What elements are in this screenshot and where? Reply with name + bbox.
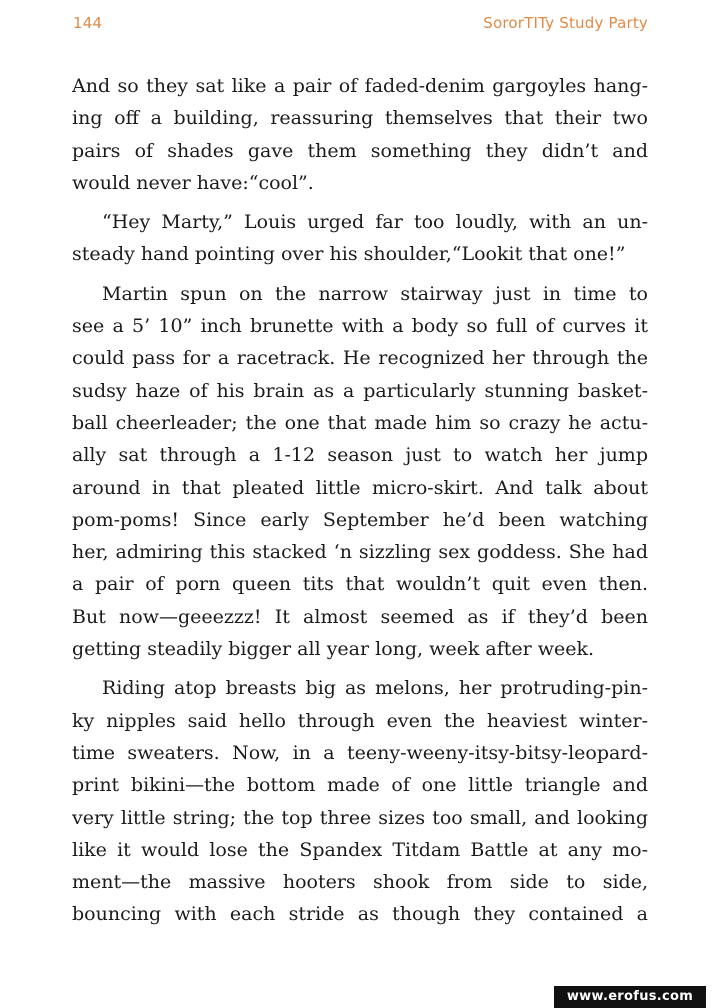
paragraph: [72, 278, 648, 666]
text-line: ally sat through a 1-12 season just to watch her jump: [72, 444, 648, 467]
text-line: could pass for a racetrack. He recognized her through the: [72, 347, 648, 370]
paragraph-spacer: [72, 199, 648, 206]
text-line: ment—the massive hooters shook from side to side,: [72, 871, 648, 894]
page-number: 144: [73, 14, 103, 32]
text-line: like it would lose the Spandex Titdam Battle at any mo-: [72, 838, 648, 861]
text-line: would never have:“cool”.: [72, 171, 314, 194]
text-line: pom-poms! Since early September he’d been watching: [72, 508, 648, 531]
text-line: see a 5’ 10” inch brunette with a body so full of curves it: [72, 315, 648, 338]
text-line: And so they sat like a pair of faded-denim gargoyles hang-: [72, 75, 648, 97]
paragraph: [72, 70, 648, 199]
watermark: www.erofus.com: [554, 986, 706, 1008]
text-line: very little string; the top three sizes too small, and looking: [72, 806, 648, 829]
text-line: her, admiring this stacked ‘n sizzling sex goddess. She had: [72, 541, 648, 564]
text-line: a pair of porn queen tits that wouldn’t quit even then.: [72, 573, 648, 596]
text-line: sudsy haze of his brain as a particularly stunning basket-: [72, 379, 648, 402]
text-line: getting steadily bigger all year long, week after week.: [72, 638, 595, 661]
book-title: SororTITy Study Party: [483, 14, 648, 32]
text-line: ball cheerleader; the one that made him so crazy he actu-: [72, 411, 648, 434]
text-line: ing off a building, reassuring themselves that their two: [72, 107, 648, 130]
text-line: Martin spun on the narrow stairway just in time to: [102, 282, 648, 305]
text-line: steady hand pointing over his shoulder,“Lookit that one!”: [72, 243, 626, 266]
body-text: [72, 70, 648, 931]
running-head: [73, 14, 648, 38]
text-line: “Hey Marty,” Louis urged far too loudly, with an un-: [102, 211, 648, 234]
text-line: bouncing with each stride as though they contained a: [72, 903, 648, 926]
paragraph-spacer: [72, 271, 648, 278]
paragraph: [72, 206, 648, 271]
text-line: But now—geeezzz! It almost seemed as if they’d been: [72, 605, 648, 628]
text-line: Riding atop breasts big as melons, her protruding-pin-: [102, 677, 648, 700]
paragraph: [72, 672, 648, 930]
text-line: time sweaters. Now, in a teeny-weeny-itsy-bitsy-leopard-: [72, 741, 648, 764]
text-line: print bikini—the bottom made of one little triangle and: [72, 774, 648, 797]
text-line: around in that pleated little micro-skirt. And talk about: [72, 476, 648, 499]
paragraph-spacer: [72, 665, 648, 672]
text-line: pairs of shades gave them something they didn’t and: [72, 139, 648, 162]
text-line: ky nipples said hello through even the heaviest winter-: [72, 709, 648, 732]
